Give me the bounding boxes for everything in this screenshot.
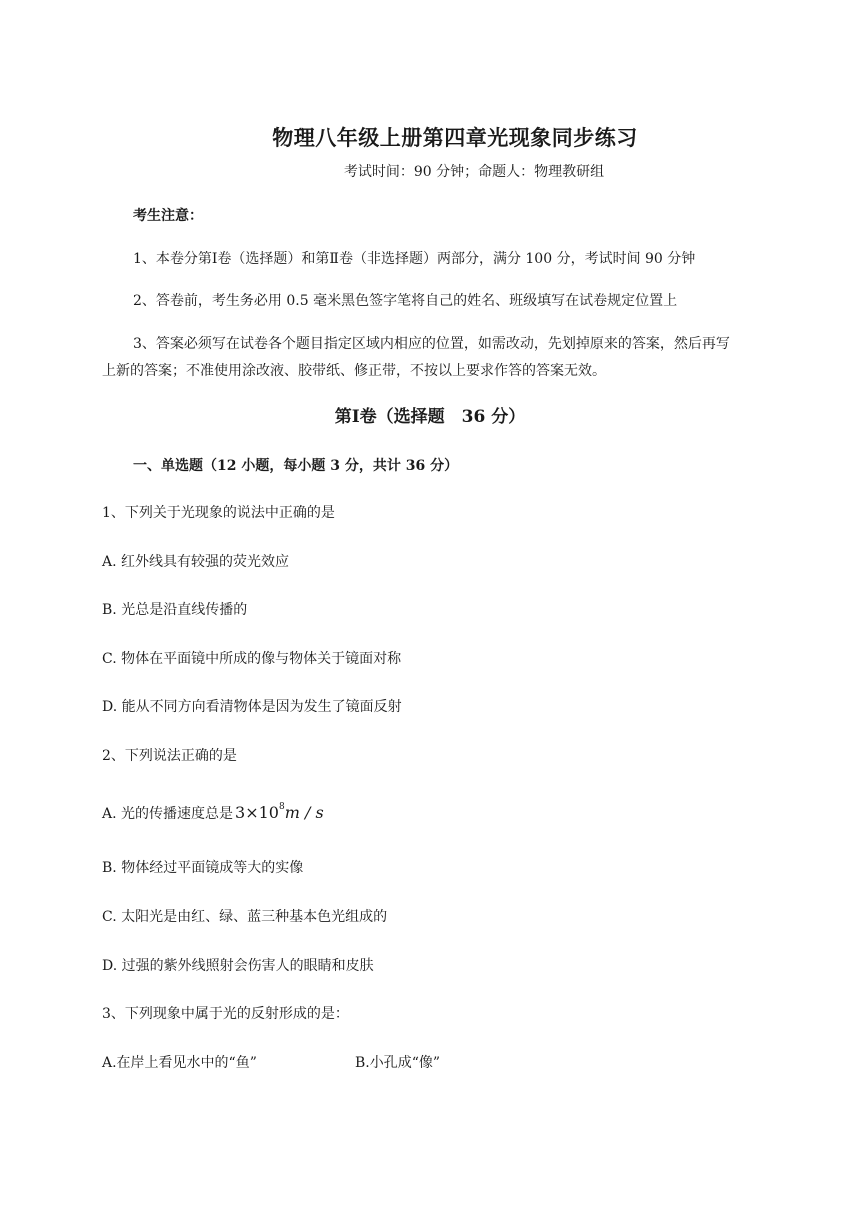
notice-item-3: 3、答案必须写在试卷各个题目指定区域内相应的位置，如需改动，先划掉原来的答案，然后再写 [133, 336, 730, 352]
question-1-stem: 1、下列关于光现象的说法中正确的是 [102, 505, 335, 521]
exam-info: 考试时间：90 分钟；命题人：物理教研组 [343, 164, 605, 180]
speed-of-light-formula [235, 803, 324, 822]
question-2-option-b: B. 物体经过平面镜成等大的实像 [102, 860, 304, 876]
formula-unit: m / s [284, 803, 324, 822]
notice-item-3-continued: 上新的答案；不准使用涂改液、胶带纸、修正带，不按以上要求作答的答案无效。 [102, 363, 606, 379]
formula-exponent: 8 [278, 802, 285, 812]
page-title: 物理八年级上册第四章光现象同步练习 [272, 125, 638, 150]
question-1-option-c: C. 物体在平面镜中所成的像与物体关于镜面对称 [102, 651, 402, 667]
question-3-option-a: A.在岸上看见水中的“鱼” [102, 1055, 257, 1071]
question-2-option-c: C. 太阳光是由红、绿、蓝三种基本色光组成的 [102, 909, 388, 925]
formula-base: 3×10 [235, 803, 279, 822]
notice-title: 考生注意： [133, 208, 203, 224]
question-2-option-a [102, 802, 324, 823]
question-1-option-b: B. 光总是沿直线传播的 [102, 602, 248, 618]
question-2-option-d: D. 过强的紫外线照射会伤害人的眼睛和皮肤 [102, 958, 374, 974]
question-3-option-b: B.小孔成“像” [355, 1055, 441, 1071]
question-1-option-a: A. 红外线具有较强的荧光效应 [102, 554, 290, 570]
question-2-option-a-text: A. 光的传播速度总是 [102, 806, 234, 822]
notice-item-1: 1、本卷分第Ⅰ卷（选择题）和第Ⅱ卷（非选择题）两部分，满分 100 分，考试时间 90 分钟 [133, 251, 696, 267]
part-title: 一、单选题（12 小题，每小题 3 分，共计 36 分） [133, 458, 459, 474]
question-2-stem: 2、下列说法正确的是 [102, 748, 237, 764]
section-title: 第Ⅰ卷（选择题 36 分） [334, 407, 526, 427]
question-3-stem: 3、下列现象中属于光的反射形成的是： [102, 1006, 349, 1022]
question-1-option-d: D. 能从不同方向看清物体是因为发生了镜面反射 [102, 699, 402, 715]
notice-item-2: 2、答卷前，考生务必用 0.5 毫米黑色签字笔将自己的姓名、班级填写在试卷规定位置上 [133, 293, 678, 309]
